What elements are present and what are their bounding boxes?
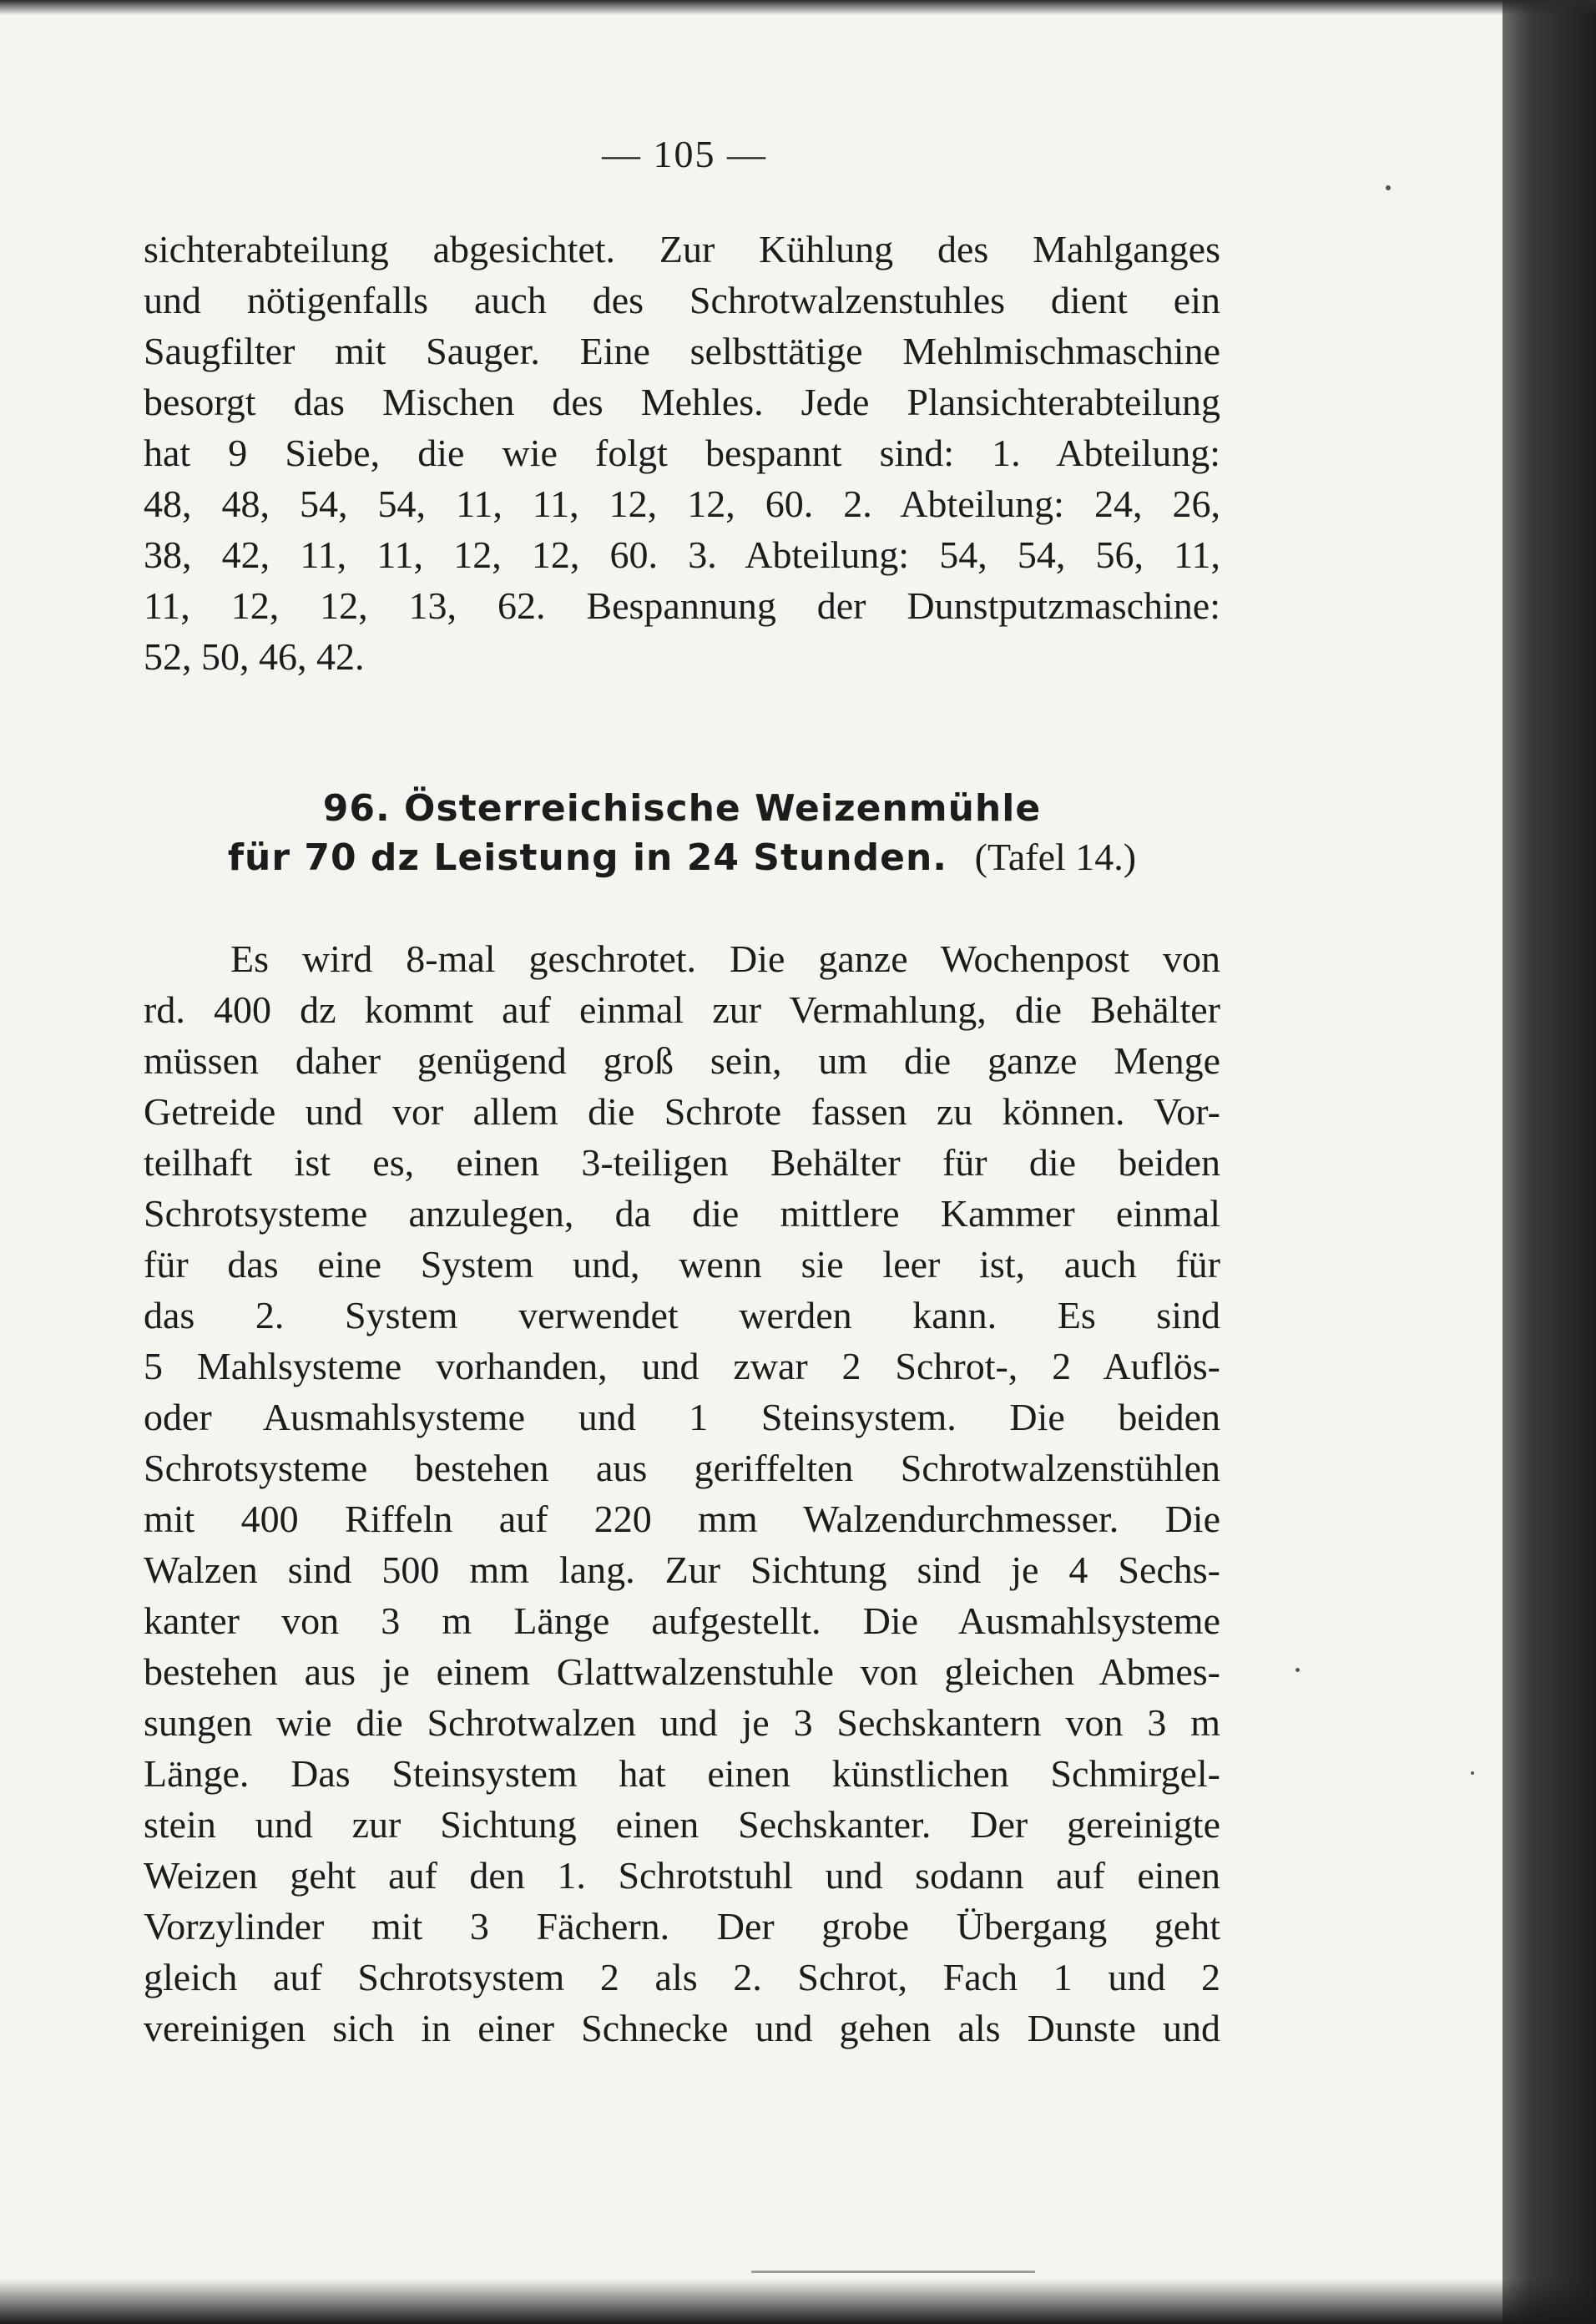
text-line: Walzen sind 500 mm lang. Zur Sichtung sind je 4 Sechs- [144,1548,1220,1591]
text-line: mit 400 Riffeln auf 220 mm Walzendurchmesser. Die [144,1498,1220,1540]
heading-line-1: 96. Österreichische Weizenmühle [322,787,1042,830]
text-line: besorgt das Mischen des Mehles. Jede Plansichterabteilung [144,381,1220,423]
top-edge-shadow [0,0,1596,15]
text-line: oder Ausmahlsysteme und 1 Steinsystem. Die beiden [144,1396,1220,1438]
text-line: Es wird 8-mal geschrotet. Die ganze Wochenpost von [230,937,1220,980]
text-line: für das eine System und, wenn sie leer ist, auch für [144,1243,1220,1286]
text-line: Schrotsysteme bestehen aus geriffelten Schrotwalzenstühlen [144,1447,1220,1489]
text-line: 5 Mahlsysteme vorhanden, und zwar 2 Schrot-, 2 Auflös- [144,1345,1220,1387]
page-number: — 105 — [602,133,767,175]
text-line: 38, 42, 11, 11, 12, 12, 60. 3. Abteilung: 54, 54, 56, 11, [144,533,1220,576]
heading-line-2 [144,833,1220,882]
paper-speck [751,2271,1035,2273]
text-line: das 2. System verwendet werden kann. Es sind [144,1294,1220,1336]
text-line: Schrotsysteme anzulegen, da die mittlere Kammer einmal [144,1192,1220,1235]
text-line: Weizen geht auf den 1. Schrotstuhl und sodann auf einen [144,1854,1220,1897]
text-line: 11, 12, 12, 13, 62. Bespannung der Dunstputzmaschine: [144,584,1220,627]
paper-speck [1471,1771,1474,1775]
text-line: kanter von 3 m Länge aufgestellt. Die Ausmahlsysteme [144,1599,1220,1642]
text-line: vereinigen sich in einer Schnecke und gehen als Dunste und [144,2007,1220,2049]
paper-speck [1386,185,1391,190]
text-line: stein und zur Sichtung einen Sechskanter. Der gereinigte [144,1803,1220,1846]
paragraph-1 [144,224,1220,682]
text-line: und nötigenfalls auch des Schrotwalzenstuhles dient ein [144,279,1220,321]
text-line: bestehen aus je einem Glattwalzenstuhle von gleichen Abmes- [144,1650,1220,1693]
text-line: 48, 48, 54, 54, 11, 11, 12, 12, 60. 2. Abteilung: 24, 26, [144,482,1220,525]
text-line: Vorzylinder mit 3 Fächern. Der grobe Übergang geht [144,1905,1220,1948]
text-line: 52, 50, 46, 42. [144,635,365,678]
text-line: sichterabteilung abgesichtet. Zur Kühlung des Mahlganges [144,228,1220,270]
bottom-edge-shadow [0,2279,1596,2324]
section-heading [144,785,1220,882]
text-line: Saugfilter mit Sauger. Eine selbsttätige Mehlmischmaschine [144,330,1220,372]
text-line: gleich auf Schrotsystem 2 als 2. Schrot, Fach 1 und 2 [144,1956,1220,1998]
paper-speck [1295,1668,1300,1672]
heading-line-2-text: für 70 dz Leistung in 24 Stunden. [227,836,947,879]
text-line: Länge. Das Steinsystem hat einen künstlichen Schmirgel- [144,1752,1220,1795]
paragraph-2 [144,933,1220,2054]
plate-reference: (Tafel 14.) [974,836,1137,878]
book-spine-shadow [1503,0,1596,2324]
text-line: sungen wie die Schrotwalzen und je 3 Sechskantern von 3 m [144,1701,1220,1744]
text-line: müssen daher genügend groß sein, um die ganze Menge [144,1039,1220,1082]
text-line: teilhaft ist es, einen 3-teiligen Behälter für die beiden [144,1141,1220,1184]
text-line: Getreide und vor allem die Schrote fassen zu können. Vor- [144,1090,1220,1133]
text-line: rd. 400 dz kommt auf einmal zur Vermahlung, die Behälter [144,988,1220,1031]
text-line: hat 9 Siebe, die wie folgt bespannt sind: 1. Abteilung: [144,432,1220,474]
